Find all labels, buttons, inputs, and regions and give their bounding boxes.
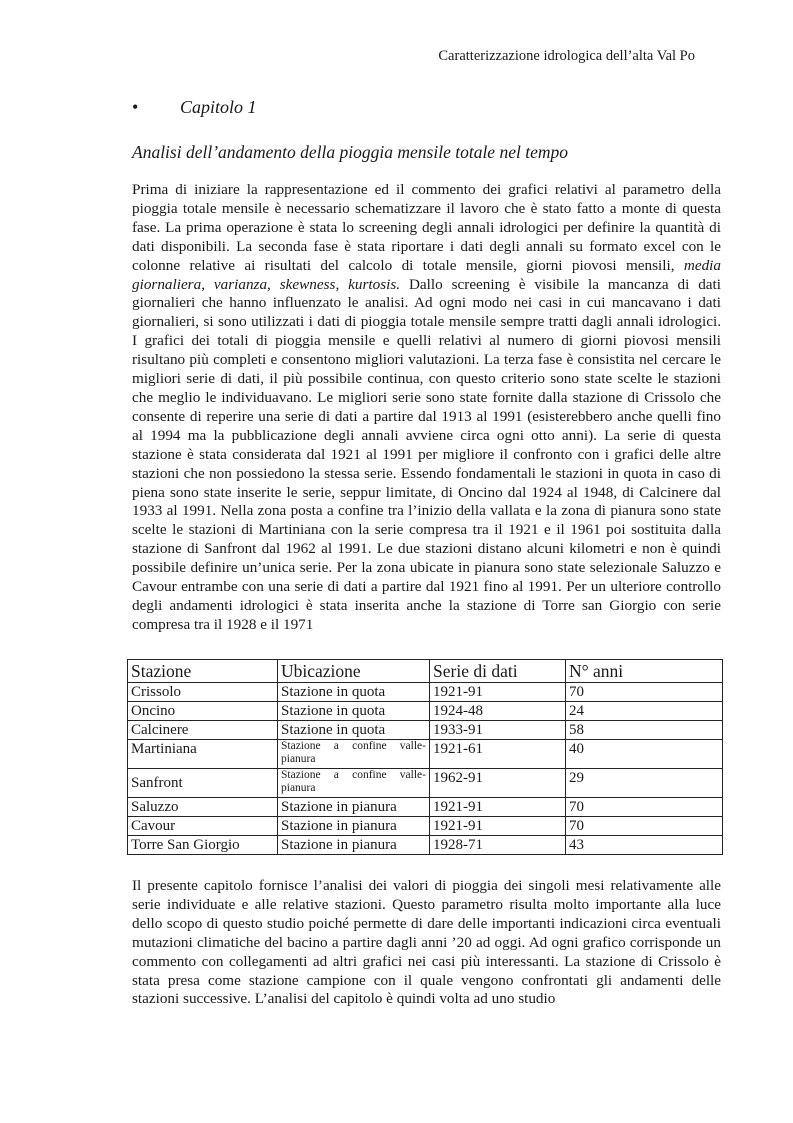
cell-years: 70	[566, 798, 723, 817]
cell-series: 1921-91	[430, 817, 566, 836]
table-row	[128, 683, 723, 702]
table-row	[128, 702, 723, 721]
chapter-paragraph: Il presente capitolo fornisce l’analisi dei valori di pioggia dei singoli mesi relativamente alle serie individuate e alle relative stazioni. Questo parametro risulta molto importante alla luce dello scopo di questo studio poiché permette di dare delle importanti indicazioni circa eventuali mutazioni climatiche del bacino a partire dagli anni ’20 ad oggi. Ad ogni grafico corrisponde un commento con collegamenti ad altri grafici nei casi più interessanti. La stazione di Crissolo è stata presa come stazione campione con il quale vengono confrontati gli andamenti delle stazioni successive. L’analisi del capitolo è quindi volta ad uno studio	[132, 877, 721, 1008]
cell-series: 1921-91	[430, 798, 566, 817]
bullet-icon: •	[132, 97, 139, 117]
cell-station: Calcinere	[128, 721, 278, 740]
cell-location: Stazione in quota	[278, 721, 430, 740]
cell-years: 43	[566, 836, 723, 855]
cell-station: Torre San Giorgio	[128, 836, 278, 855]
header-ubicazione: Ubicazione	[278, 660, 430, 683]
intro-text-italic: media giornaliera, varianza, skewness, kurtosis.	[132, 256, 721, 293]
header-serie: Serie di dati	[430, 660, 566, 683]
cell-series: 1962-91	[430, 769, 566, 798]
cell-location: Stazione in quota	[278, 683, 430, 702]
cell-station: Saluzzo	[128, 798, 278, 817]
header-anni: N° anni	[566, 660, 723, 683]
cell-series: 1921-61	[430, 740, 566, 769]
cell-location: Stazione in pianura	[278, 836, 430, 855]
stations-table	[127, 659, 723, 855]
cell-station: Martiniana	[128, 740, 278, 769]
running-header: Caratterizzazione idrologica dell’alta Val Po	[438, 48, 695, 64]
table-row	[128, 740, 723, 769]
table-row	[128, 798, 723, 817]
cell-station: Crissolo	[128, 683, 278, 702]
section-title: Analisi dell’andamento della pioggia mensile totale nel tempo	[132, 142, 568, 162]
cell-series: 1928-71	[430, 836, 566, 855]
cell-station: Cavour	[128, 817, 278, 836]
cell-location: Stazione a confine valle-pianura	[278, 769, 430, 798]
cell-location: Stazione in pianura	[278, 817, 430, 836]
intro-text-part2: Dallo screening è visibile la mancanza di dati giornalieri che hanno influenzato le analisi. Ad ogni modo nei casi in cui mancavano i dati giornalieri, si sono utilizzati i dati di pioggia totale mensile sempre tratti dagli annali idrologici. I grafici dei totali di pioggia mensile e quelli relativi al numero di giorni piovosi mensili risultano più completi e consentono migliori valutazioni. La terza fase è consistita nel cercare le migliori serie di dati, il più possibile continua, con questo criterio sono state scelte le stazioni che meglio le individuavano. Le migliori serie sono state fornite dalla stazione di Crissolo che consente di reperire una serie di dati a partire dal 1913 al 1991 (esisterebbero anche quelli fino al 1994 ma la pubblicazione degli annali avviene circa ogni otto anni). La serie di questa stazione è stata considerata dal 1921 al 1991 per migliore il confronto con i grafici delle altre stazioni che non possiedono la stessa serie. Essendo fondamentali le stazioni in quota in caso di piena sono state inserite le serie, seppur limitate, di Oncino dal 1924 al 1948, di Calcinere dal 1933 al 1991. Nella zona posta a confine tra l’inizio della vallata e la zona di pianura sono state scelte le stazioni di Martiniana con la serie compresa tra il 1921 e il 1961 poi sostituita dalla stazione di Sanfront dal 1962 al 1991. Le due stazioni distano alcuni kilometri e non è quindi possibile definire un’unica serie. Per la zona ubicate in pianura sono state selezionale Saluzzo e Cavour entrambe con una serie di dati a partire dal 1921 fino al 1991. Per un ulteriore controllo degli andamenti idrologici è stata inserita anche la stazione di Torre san Giorgio con serie compresa tra il 1928 e il 1971	[132, 275, 721, 633]
cell-years: 58	[566, 721, 723, 740]
table-row	[128, 769, 723, 798]
header-stazione: Stazione	[128, 660, 278, 683]
cell-station: Sanfront	[128, 769, 278, 798]
intro-text-part1: Prima di iniziare la rappresentazione ed il commento dei grafici relativi al parametro della pioggia totale mensile è necessario schematizzare il lavoro che è stato fatto a monte di questa fase. La prima operazione è stata lo screening degli annali idrologici per definire la quantità di dati disponibili. La seconda fase è stata riportare i dati degli annali su formato excel con le colonne relative ai risultati del calcolo di totale mensile, giorni piovosi mensili,	[132, 181, 721, 274]
cell-years: 40	[566, 740, 723, 769]
cell-years: 70	[566, 683, 723, 702]
cell-location: Stazione in quota	[278, 702, 430, 721]
table-row	[128, 836, 723, 855]
chapter-label: Capitolo 1	[180, 97, 257, 117]
cell-series: 1924-48	[430, 702, 566, 721]
cell-station: Oncino	[128, 702, 278, 721]
table-row	[128, 817, 723, 836]
chapter-heading	[132, 97, 257, 118]
cell-years: 24	[566, 702, 723, 721]
cell-location: Stazione in pianura	[278, 798, 430, 817]
cell-location: Stazione a confine valle-pianura	[278, 740, 430, 769]
cell-years: 70	[566, 817, 723, 836]
table-header-row	[128, 660, 723, 683]
cell-years: 29	[566, 769, 723, 798]
table-row	[128, 721, 723, 740]
cell-series: 1933-91	[430, 721, 566, 740]
cell-series: 1921-91	[430, 683, 566, 702]
intro-paragraph	[132, 181, 721, 635]
